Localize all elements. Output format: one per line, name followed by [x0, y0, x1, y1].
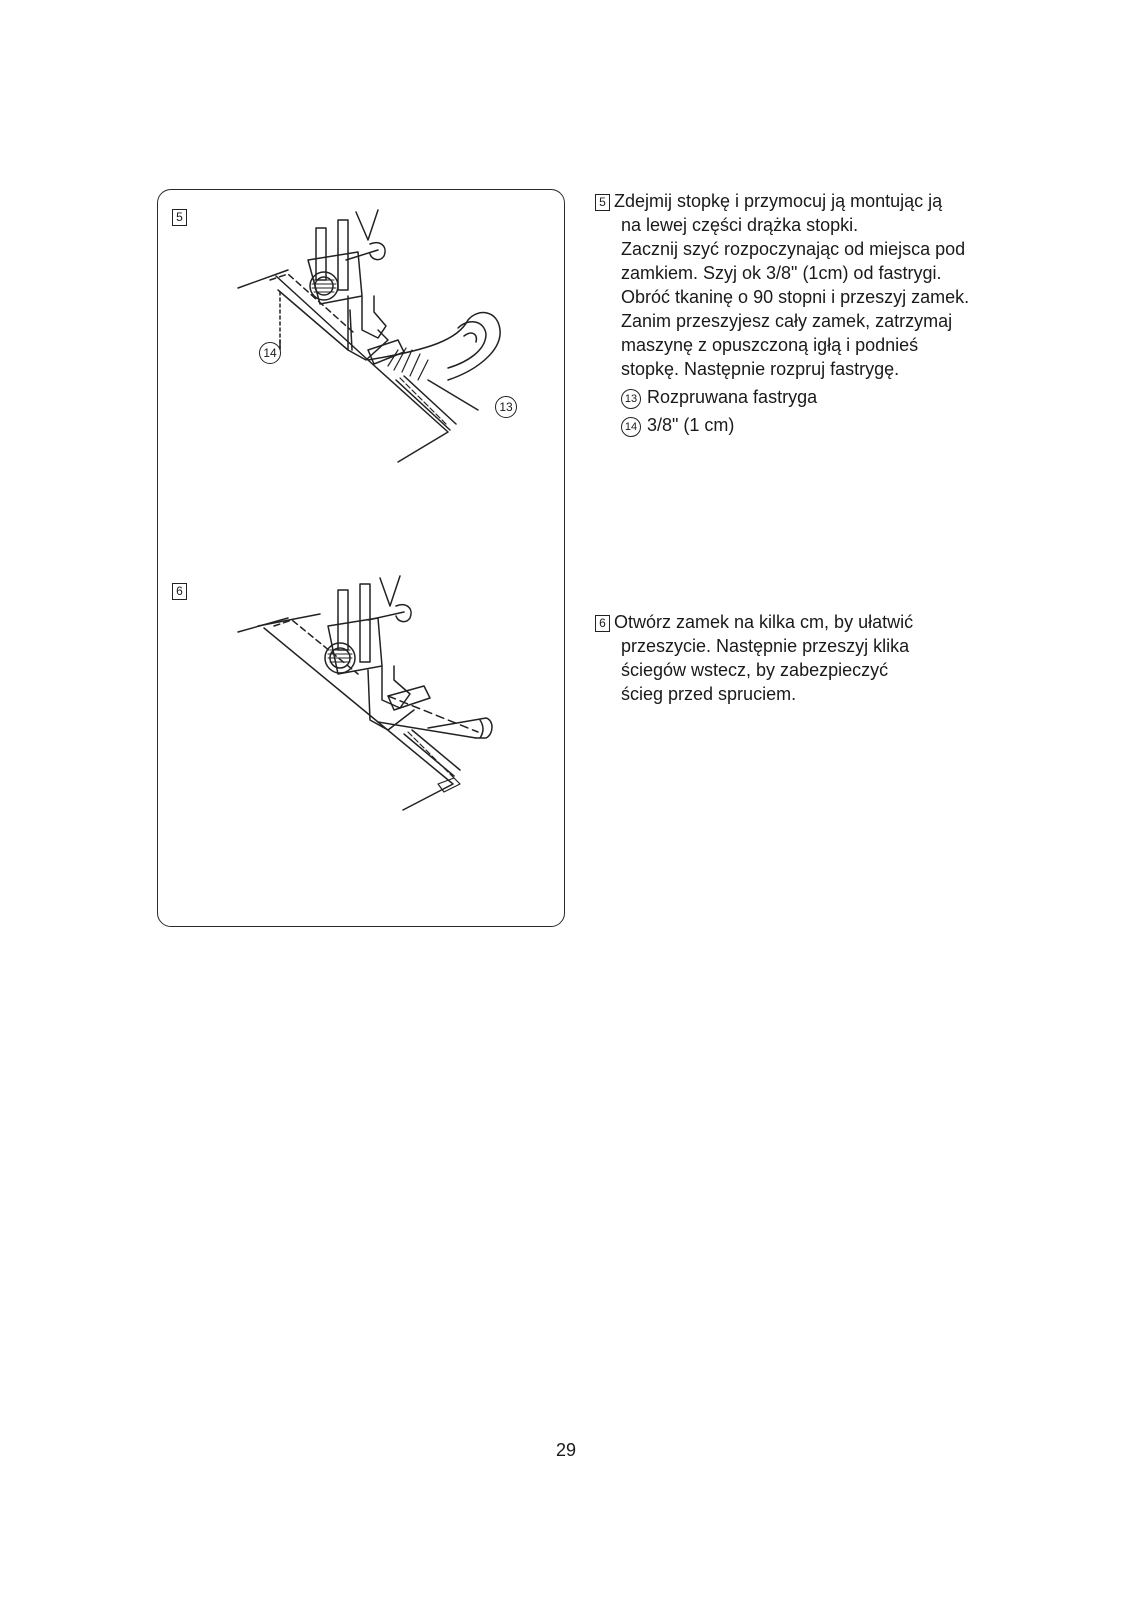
step-6-line-1: 6 Otwórz zamek na kilka cm, by ułatwić — [595, 610, 913, 634]
step-5-line-4: zamkiem. Szyj ok 3/8" (1cm) od fastrygi. — [621, 263, 942, 283]
legend-item-14 — [595, 413, 969, 437]
figure-6-illustration — [228, 570, 528, 830]
step-5-text — [595, 189, 969, 437]
step-5-line-3: Zacznij szyć rozpoczynając od miejsca pod — [621, 239, 966, 259]
illustration-panel — [157, 189, 565, 927]
step-6-number: 6 — [595, 615, 610, 632]
legend-text-14: 3/8" (1 cm) — [647, 415, 735, 435]
step-5-number: 5 — [595, 194, 610, 211]
legend-number-14: 14 — [621, 417, 641, 437]
figure-5-illustration — [228, 200, 528, 470]
figure-5-label: 5 — [172, 209, 187, 226]
step-6-text — [595, 610, 913, 706]
step-5-line-1: 5 Zdejmij stopkę i przymocuj ją montując ją — [595, 189, 969, 213]
legend-text-13: Rozpruwana fastryga — [647, 387, 818, 407]
figure-6-label: 6 — [172, 583, 187, 600]
step-6-line-3: ściegów wstecz, by zabezpieczyć — [621, 660, 889, 680]
callout-13: 13 — [495, 396, 517, 418]
step-6-line-4: ścieg przed spruciem. — [621, 684, 797, 704]
page-number: 29 — [555, 1440, 577, 1460]
step-6-line-2: przeszycie. Następnie przeszyj klika — [621, 636, 910, 656]
legend-number-13: 13 — [621, 389, 641, 409]
step-5-line-6: Zanim przeszyjesz cały zamek, zatrzymaj — [621, 311, 953, 331]
step-5-line-7: maszynę z opuszczoną igłą i podnieś — [621, 335, 919, 355]
legend-item-13 — [595, 385, 969, 409]
callout-14: 14 — [259, 342, 281, 364]
step-5-line-5: Obróć tkaninę o 90 stopni i przeszyj zamek. — [621, 287, 970, 307]
step-5-line-2: na lewej części drążka stopki. — [621, 215, 859, 235]
step-5-line-8: stopkę. Następnie rozpruj fastrygę. — [621, 359, 900, 379]
